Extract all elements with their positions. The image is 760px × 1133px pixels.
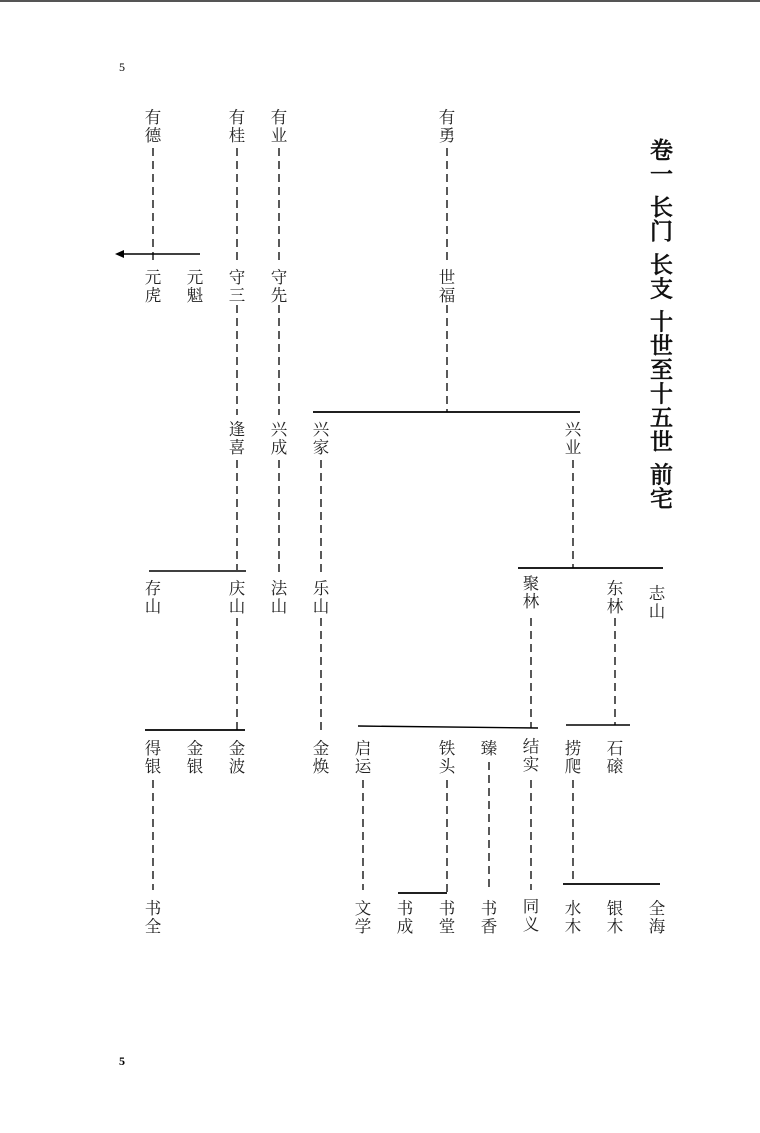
name-yuanhu: 元 虎 <box>144 268 162 305</box>
name-shuxiang: 书 香 <box>480 899 498 936</box>
name-zhen: 臻 <box>480 739 498 758</box>
name-jinbo: 金 波 <box>228 739 246 776</box>
name-yougui: 有 桂 <box>228 108 246 145</box>
page-title: 卷一 长门 长支 十世至十五世 前宅 <box>646 138 672 511</box>
name-shuimu: 水 木 <box>564 899 582 936</box>
name-shouxian: 守 先 <box>270 268 288 305</box>
name-youyong: 有 勇 <box>438 108 456 145</box>
name-youye: 有 业 <box>270 108 288 145</box>
name-quanhai: 全 海 <box>648 899 666 936</box>
name-xingcheng: 兴 成 <box>270 420 288 457</box>
page-number-top: 5 <box>119 60 125 74</box>
name-shuquan: 书 全 <box>144 899 162 936</box>
name-laopa: 捞 爬 <box>564 739 582 776</box>
name-zhishan: 志 山 <box>648 584 666 621</box>
name-yuankui: 元 魁 <box>186 268 204 305</box>
name-tietou: 铁 头 <box>438 739 456 776</box>
name-julin: 聚 林 <box>522 574 540 611</box>
name-fengxi: 逢 喜 <box>228 420 246 457</box>
name-xingjia: 兴 家 <box>312 420 330 457</box>
name-cunshan: 存 山 <box>144 579 162 616</box>
name-shifu: 世 福 <box>438 268 456 305</box>
name-jieshi: 结 实 <box>522 737 540 774</box>
name-donglin: 东 林 <box>606 579 624 616</box>
name-qingshan: 庆 山 <box>228 579 246 616</box>
page-number-bottom: 5 <box>119 1054 125 1068</box>
name-shutang: 书 堂 <box>438 899 456 936</box>
name-jinyin: 金 银 <box>186 739 204 776</box>
name-shike: 石 磙 <box>606 739 624 776</box>
name-qiyun: 启 运 <box>354 739 372 776</box>
name-xingye: 兴 业 <box>564 420 582 457</box>
name-shousan: 守 三 <box>228 268 246 305</box>
name-yinmu: 银 木 <box>606 899 624 936</box>
bar-julin-sons <box>358 726 538 728</box>
name-deyin: 得 银 <box>144 739 162 776</box>
name-wenxue: 文 学 <box>354 899 372 936</box>
name-tongyi: 同 义 <box>522 897 540 934</box>
name-youde: 有 德 <box>144 108 162 145</box>
name-fashan: 法 山 <box>270 579 288 616</box>
arrow-head <box>115 250 124 258</box>
name-shucheng: 书 成 <box>396 899 414 936</box>
name-jinhuan: 金 焕 <box>312 739 330 776</box>
name-leshan: 乐 山 <box>312 579 330 616</box>
